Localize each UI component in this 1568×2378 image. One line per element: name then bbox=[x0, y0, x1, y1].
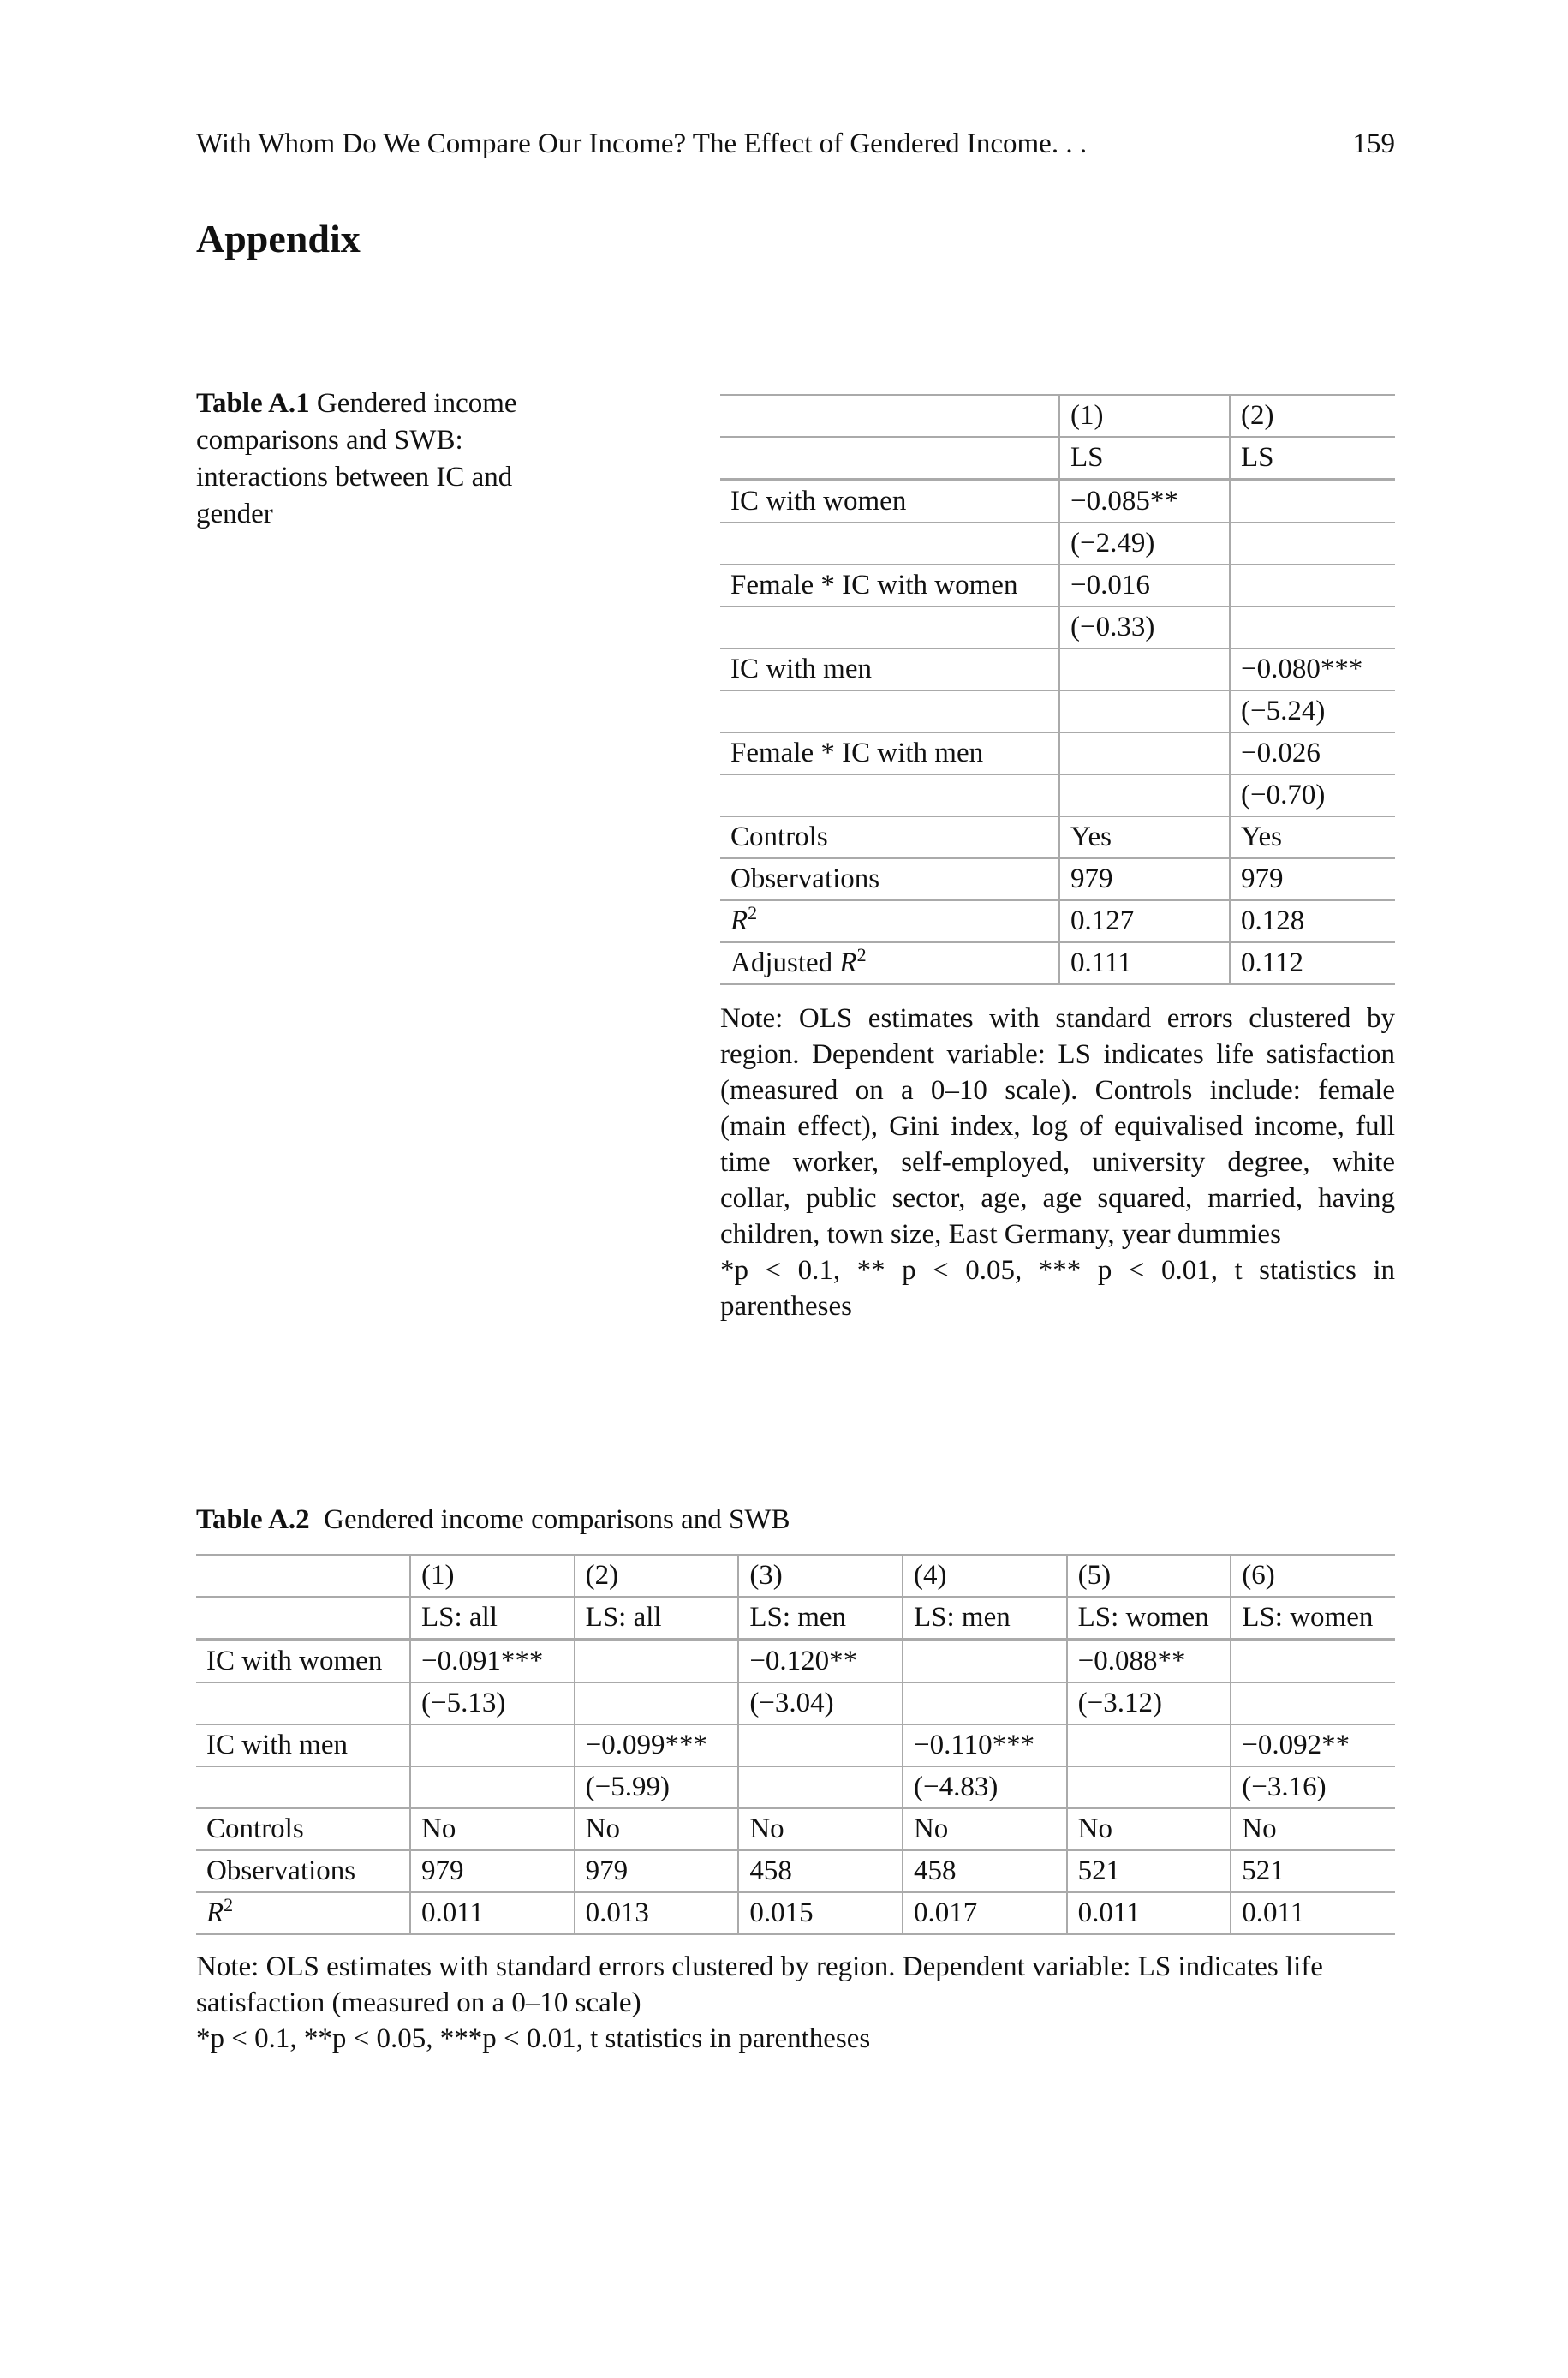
row-label bbox=[196, 1766, 410, 1808]
table-cell: 521 bbox=[1231, 1850, 1395, 1892]
table-row bbox=[720, 690, 1395, 732]
table-a2-significance: *p < 0.1, **p < 0.05, ***p < 0.01, t statistics in parentheses bbox=[196, 2023, 871, 2054]
row-label: $R^2$ bbox=[196, 1892, 410, 1934]
table-cell: −0.099*** bbox=[575, 1724, 739, 1766]
table-cell: No bbox=[738, 1808, 903, 1850]
table-a2-note-text: Note: OLS estimates with standard errors clustered by region. Dependent variable: LS indicates life satisfaction (measured on a 0–10 scale) bbox=[196, 1951, 1323, 2018]
table-cell bbox=[1059, 648, 1230, 690]
table-cell: 979 bbox=[575, 1850, 739, 1892]
table-row bbox=[720, 523, 1395, 565]
table-cell: 0.011 bbox=[1231, 1892, 1395, 1934]
row-label: IC with men bbox=[196, 1724, 410, 1766]
table-cell: (−3.12) bbox=[1067, 1682, 1231, 1724]
row-label: Observations bbox=[720, 858, 1059, 900]
table-cell: 458 bbox=[738, 1850, 903, 1892]
table-row bbox=[720, 858, 1395, 900]
table-cell: −0.016 bbox=[1059, 565, 1230, 606]
table-cell bbox=[903, 1682, 1067, 1724]
table-cell: −0.085** bbox=[1059, 480, 1230, 523]
table-a2-col-dep: LS: women bbox=[1231, 1597, 1395, 1640]
table-row bbox=[720, 648, 1395, 690]
table-a1-col2-number: (2) bbox=[1230, 395, 1395, 437]
table-cell bbox=[903, 1640, 1067, 1682]
table-a1-header-dep bbox=[720, 437, 1395, 480]
table-row bbox=[196, 1640, 1395, 1682]
table-row bbox=[196, 1724, 1395, 1766]
table-a2-header-dep bbox=[196, 1597, 1395, 1640]
row-label: Female * IC with women bbox=[720, 565, 1059, 606]
row-label: IC with women bbox=[196, 1640, 410, 1682]
table-a2-col-dep: LS: all bbox=[410, 1597, 575, 1640]
table-cell bbox=[575, 1640, 739, 1682]
table-cell: 0.111 bbox=[1059, 942, 1230, 984]
row-label: Controls bbox=[196, 1808, 410, 1850]
table-cell bbox=[1230, 523, 1395, 565]
table-cell: No bbox=[1231, 1808, 1395, 1850]
table-cell: No bbox=[1067, 1808, 1231, 1850]
table-cell bbox=[410, 1724, 575, 1766]
table-cell: (−5.24) bbox=[1230, 690, 1395, 732]
table-a2-header-numbers bbox=[196, 1555, 1395, 1597]
table-cell: (−3.04) bbox=[738, 1682, 903, 1724]
table-a2-col-dep: LS: men bbox=[738, 1597, 903, 1640]
table-cell: 0.013 bbox=[575, 1892, 739, 1934]
page-number: 159 bbox=[1352, 128, 1395, 159]
table-a1-caption bbox=[196, 385, 581, 533]
table-a1-caption-text: Gendered income comparisons and SWB: interactions between IC and gender bbox=[196, 388, 517, 529]
table-row bbox=[720, 480, 1395, 523]
table-cell bbox=[1230, 480, 1395, 523]
table-a2-col-number: (4) bbox=[903, 1555, 1067, 1597]
row-label bbox=[720, 690, 1059, 732]
running-head-title: With Whom Do We Compare Our Income? The Effect of Gendered Income. . . bbox=[196, 128, 1088, 159]
row-label: IC with men bbox=[720, 648, 1059, 690]
table-row bbox=[720, 565, 1395, 606]
running-head bbox=[196, 128, 1395, 160]
table-cell: −0.091*** bbox=[410, 1640, 575, 1682]
row-label: Controls bbox=[720, 816, 1059, 858]
table-a2-col-number: (1) bbox=[410, 1555, 575, 1597]
table-cell: 979 bbox=[1059, 858, 1230, 900]
table-cell: 0.011 bbox=[410, 1892, 575, 1934]
table-cell: −0.088** bbox=[1067, 1640, 1231, 1682]
table-a2-col-dep: LS: all bbox=[575, 1597, 739, 1640]
table-cell: (−3.16) bbox=[1231, 1766, 1395, 1808]
table-a2-col-dep: LS: women bbox=[1067, 1597, 1231, 1640]
table-cell: 0.128 bbox=[1230, 900, 1395, 942]
table-row bbox=[196, 1766, 1395, 1808]
table-row-r2 bbox=[196, 1892, 1395, 1934]
table-cell: No bbox=[410, 1808, 575, 1850]
table-cell: No bbox=[903, 1808, 1067, 1850]
table-a1-label: Table A.1 bbox=[196, 388, 310, 419]
table-cell bbox=[1067, 1766, 1231, 1808]
table-a1 bbox=[720, 394, 1395, 985]
table-a2-col-number: (2) bbox=[575, 1555, 739, 1597]
table-a1-header-numbers bbox=[720, 395, 1395, 437]
table-cell bbox=[720, 437, 1059, 480]
table-row-adjusted-r2 bbox=[720, 942, 1395, 984]
row-label bbox=[720, 774, 1059, 816]
table-a1-note bbox=[720, 1001, 1395, 1324]
table-cell bbox=[1230, 606, 1395, 648]
table-cell: 0.015 bbox=[738, 1892, 903, 1934]
table-cell bbox=[738, 1766, 903, 1808]
table-cell bbox=[1230, 565, 1395, 606]
table-cell bbox=[738, 1724, 903, 1766]
table-cell: 979 bbox=[1230, 858, 1395, 900]
row-label: Female * IC with men bbox=[720, 732, 1059, 774]
table-cell bbox=[196, 1555, 410, 1597]
row-label: Adjusted $R^2$ bbox=[720, 942, 1059, 984]
row-label: Observations bbox=[196, 1850, 410, 1892]
table-row bbox=[720, 774, 1395, 816]
table-cell bbox=[720, 395, 1059, 437]
table-a2-col-number: (3) bbox=[738, 1555, 903, 1597]
table-a1-col1-number: (1) bbox=[1059, 395, 1230, 437]
table-cell: −0.120** bbox=[738, 1640, 903, 1682]
table-cell bbox=[1059, 732, 1230, 774]
table-cell: Yes bbox=[1230, 816, 1395, 858]
table-a1-note-text: Note: OLS estimates with standard errors clustered by region. Dependent variable: LS indicates life satisfaction (measured on a 0–10 scale). Controls include: female (main effect), Gini index, log of equivalised income, full time worker, self-employed, university degree, white collar, public sector, age, age squared, married, having children, town size, East Germany, year dummies bbox=[720, 1003, 1395, 1250]
table-cell: 521 bbox=[1067, 1850, 1231, 1892]
table-a2-label: Table A.2 bbox=[196, 1504, 310, 1535]
table-cell: 458 bbox=[903, 1850, 1067, 1892]
table-a2-caption bbox=[196, 1504, 790, 1536]
row-label: IC with women bbox=[720, 480, 1059, 523]
table-row bbox=[720, 732, 1395, 774]
row-label: $R^2$ bbox=[720, 900, 1059, 942]
table-cell: Yes bbox=[1059, 816, 1230, 858]
table-cell: 0.127 bbox=[1059, 900, 1230, 942]
table-cell bbox=[196, 1597, 410, 1640]
table-cell: No bbox=[575, 1808, 739, 1850]
section-title: Appendix bbox=[196, 217, 361, 260]
table-row bbox=[720, 606, 1395, 648]
row-label bbox=[196, 1682, 410, 1724]
table-a1-significance: *p < 0.1, ** p < 0.05, *** p < 0.01, t statistics in parentheses bbox=[720, 1255, 1395, 1322]
table-a1-col1-dep: LS bbox=[1059, 437, 1230, 480]
table-cell bbox=[1059, 774, 1230, 816]
table-a1-col2-dep: LS bbox=[1230, 437, 1395, 480]
table-cell: (−5.99) bbox=[575, 1766, 739, 1808]
table-row bbox=[720, 816, 1395, 858]
table-row-r2 bbox=[720, 900, 1395, 942]
table-row bbox=[196, 1850, 1395, 1892]
table-cell: 0.011 bbox=[1067, 1892, 1231, 1934]
table-cell bbox=[575, 1682, 739, 1724]
table-a2-col-number: (5) bbox=[1067, 1555, 1231, 1597]
table-cell bbox=[1231, 1682, 1395, 1724]
table-cell: −0.080*** bbox=[1230, 648, 1395, 690]
table-a2 bbox=[196, 1554, 1395, 1935]
table-row bbox=[196, 1808, 1395, 1850]
table-cell bbox=[1059, 690, 1230, 732]
table-cell: (−5.13) bbox=[410, 1682, 575, 1724]
table-cell: −0.092** bbox=[1231, 1724, 1395, 1766]
table-cell bbox=[1067, 1724, 1231, 1766]
table-cell: −0.110*** bbox=[903, 1724, 1067, 1766]
table-cell: 979 bbox=[410, 1850, 575, 1892]
row-label bbox=[720, 606, 1059, 648]
table-cell: (−0.70) bbox=[1230, 774, 1395, 816]
table-cell bbox=[1231, 1640, 1395, 1682]
table-a2-note bbox=[196, 1949, 1395, 2057]
table-row bbox=[196, 1682, 1395, 1724]
table-cell: 0.017 bbox=[903, 1892, 1067, 1934]
table-cell: 0.112 bbox=[1230, 942, 1395, 984]
row-label bbox=[720, 523, 1059, 565]
table-a2-col-dep: LS: men bbox=[903, 1597, 1067, 1640]
table-cell: −0.026 bbox=[1230, 732, 1395, 774]
table-a2-caption-text: Gendered income comparisons and SWB bbox=[324, 1504, 790, 1535]
table-cell bbox=[410, 1766, 575, 1808]
table-cell: (−4.83) bbox=[903, 1766, 1067, 1808]
table-a2-col-number: (6) bbox=[1231, 1555, 1395, 1597]
table-cell: (−0.33) bbox=[1059, 606, 1230, 648]
table-cell: (−2.49) bbox=[1059, 523, 1230, 565]
